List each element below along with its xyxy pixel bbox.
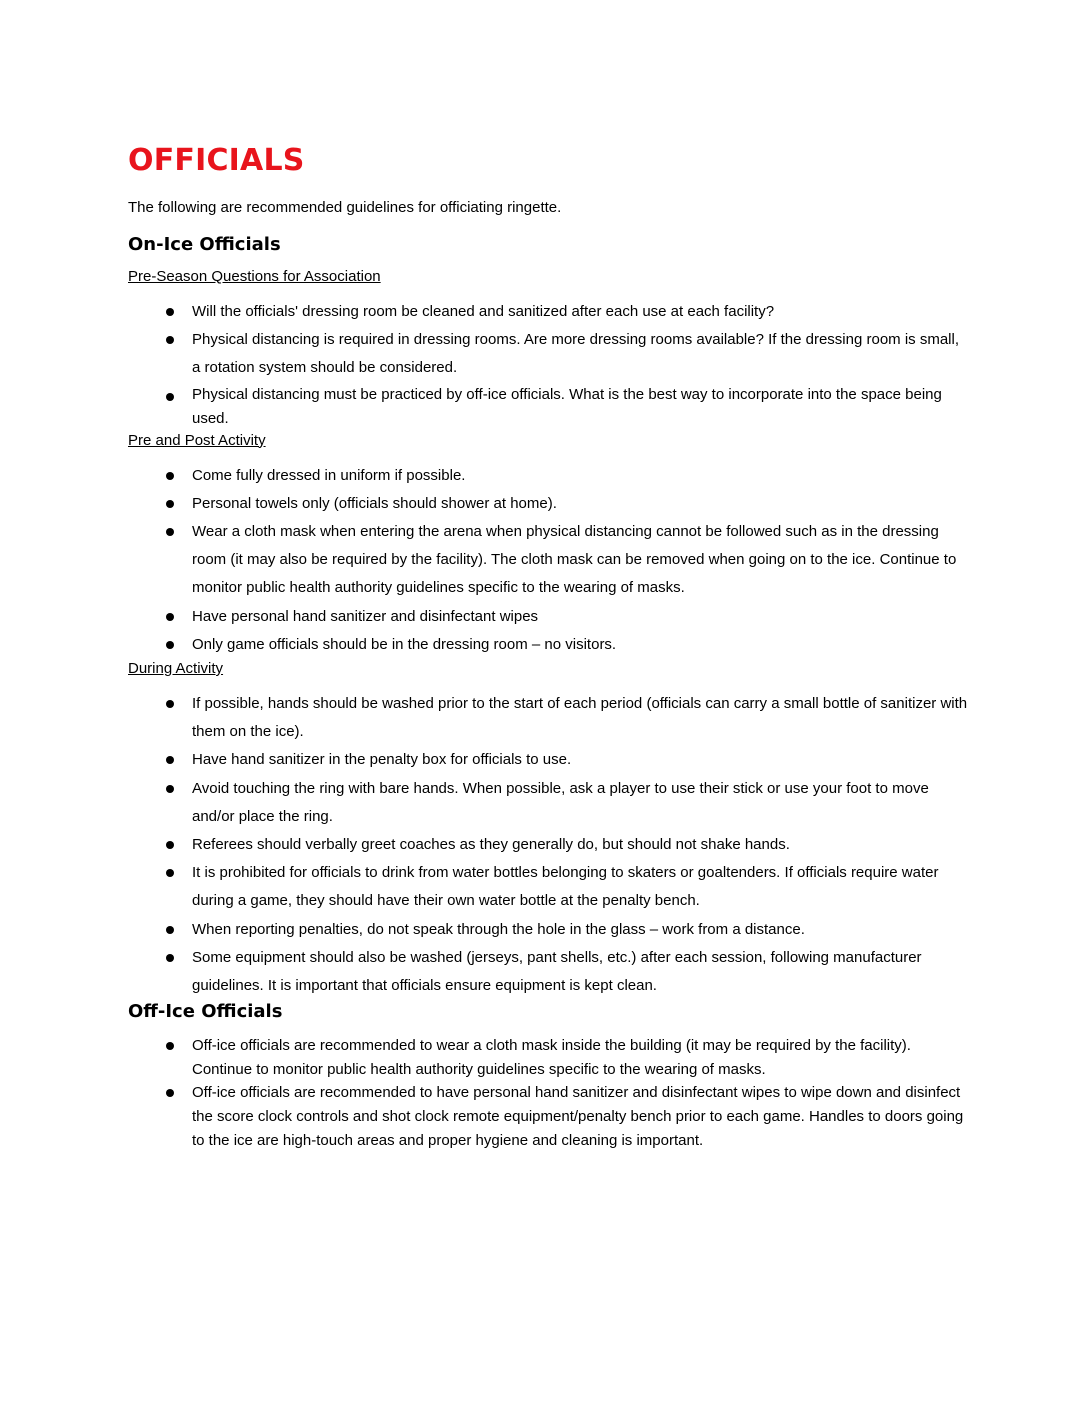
- bullet-icon: [166, 1089, 174, 1097]
- bullet-icon: [166, 954, 174, 962]
- bullet-icon: [166, 756, 174, 764]
- bullet-icon: [166, 700, 174, 708]
- pre-post-list: [128, 462, 968, 659]
- during-activity-list: [128, 690, 968, 1000]
- list-item: Physical distancing is required in dressing rooms. Are more dressing rooms available? If the dressing room is small, a rotation system should be considered.: [128, 326, 968, 382]
- list-item: Off-ice officials are recommended to wear a cloth mask inside the building (it may be required by the facility). Continue to monitor public health authority guidelines specific to the wearing of masks.: [128, 1034, 968, 1081]
- list-item: If possible, hands should be washed prior to the start of each period (officials can carry a small bottle of sanitizer with them on the ice).: [128, 690, 968, 746]
- intro-text: The following are recommended guidelines for officiating ringette.: [128, 199, 562, 216]
- bullet-icon: [166, 869, 174, 877]
- list-item: It is prohibited for officials to drink from water bottles belonging to skaters or goaltenders. If officials require water during a game, they should have their own water bottle at the penalty bench.: [128, 859, 968, 915]
- page-title: OFFICIALS: [128, 143, 305, 178]
- bullet-icon: [166, 472, 174, 480]
- bullet-icon: [166, 613, 174, 621]
- bullet-icon: [166, 393, 174, 401]
- list-item: Come fully dressed in uniform if possible.: [128, 462, 968, 490]
- list-item: Only game officials should be in the dressing room – no visitors.: [128, 631, 968, 659]
- list-item: Referees should verbally greet coaches as they generally do, but should not shake hands.: [128, 831, 968, 859]
- bullet-icon: [166, 528, 174, 536]
- list-item: Some equipment should also be washed (jerseys, pant shells, etc.) after each session, following manufacturer guidelines. It is important that officials ensure equipment is kept clean.: [128, 944, 968, 1000]
- list-item: Will the officials' dressing room be cleaned and sanitized after each use at each facility?: [128, 298, 968, 326]
- list-item: Off-ice officials are recommended to have personal hand sanitizer and disinfectant wipes to wipe down and disinfect the score clock controls and shot clock remote equipment/penalty bench prior to each game. Handles to doors going to the ice are high-touch areas and proper hygiene and cleaning is important.: [128, 1081, 968, 1152]
- list-item: Avoid touching the ring with bare hands. When possible, ask a player to use their stick or use your foot to move and/or place the ring.: [128, 775, 968, 831]
- during-activity-heading: During Activity: [128, 660, 224, 678]
- bullet-icon: [166, 308, 174, 316]
- bullet-icon: [166, 500, 174, 508]
- list-item: Have personal hand sanitizer and disinfectant wipes: [128, 603, 968, 631]
- list-item: Physical distancing must be practiced by off-ice officials. What is the best way to incorporate into the space being used.: [128, 383, 968, 431]
- bullet-icon: [166, 641, 174, 649]
- off-ice-list: [128, 1034, 968, 1152]
- list-item: Personal towels only (officials should shower at home).: [128, 490, 968, 518]
- pre-post-heading: Pre and Post Activity: [128, 431, 266, 449]
- bullet-icon: [166, 841, 174, 849]
- bullet-icon: [166, 1042, 174, 1050]
- list-item: Wear a cloth mask when entering the arena when physical distancing cannot be followed such as in the dressing room (it may also be required by the facility). The cloth mask can be removed when going on to the ice. Continue to monitor public health authority guidelines specific to the wearing of masks.: [128, 518, 968, 603]
- off-ice-heading: Off-Ice Officials: [128, 1001, 283, 1023]
- bullet-icon: [166, 926, 174, 934]
- on-ice-heading: On-Ice Officials: [128, 234, 281, 255]
- bullet-icon: [166, 336, 174, 344]
- pre-season-list: [128, 298, 968, 431]
- list-item: Have hand sanitizer in the penalty box for officials to use.: [128, 746, 968, 774]
- pre-season-heading: Pre-Season Questions for Association: [128, 268, 381, 285]
- list-item: When reporting penalties, do not speak through the hole in the glass – work from a distance.: [128, 916, 968, 944]
- bullet-icon: [166, 785, 174, 793]
